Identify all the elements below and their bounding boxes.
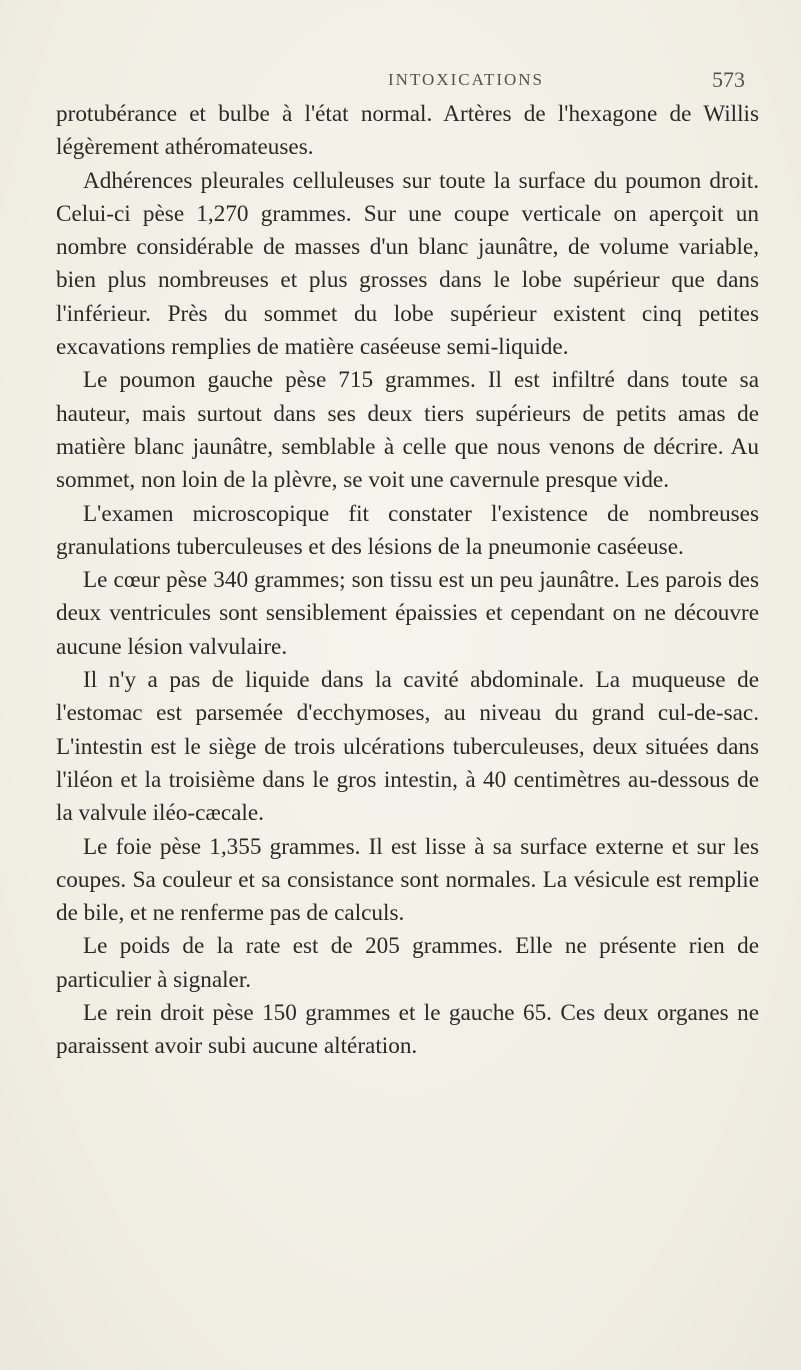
running-title: INTOXICATIONS xyxy=(388,70,545,89)
paragraph-spleen: Le poids de la rate est de 205 grammes. Elle ne présente rien de particulier à signaler. xyxy=(56,933,759,993)
paragraph-kidneys: Le rein droit pèse 150 grammes et le gauche 65. Ces deux organes ne paraissent avoir subi aucune altération. xyxy=(56,1000,759,1060)
paragraph-abdomen: Il n'y a pas de liquide dans la cavité abdominale. La muqueuse de l'estomac est parsemée d'ecchymoses, au niveau du grand cul-de-sac. L'intestin est le siège de trois ulcérations tuberculeuses, deux situées dans l'iléon et la troisième dans le gros intestin, à 40 centimètres au-dessous de la valvule iléo-cæcale. xyxy=(56,667,759,827)
paragraph-heart: Le cœur pèse 340 grammes; son tissu est un peu jaunâtre. Les parois des deux ventricules sont sensiblement épaissies et cependant on ne découvre aucune lésion valvulaire. xyxy=(56,567,759,660)
paragraph-microscopy: L'examen microscopique fit constater l'existence de nombreuses granulations tuberculeuses et des lésions de la pneumonie caséeuse. xyxy=(56,500,759,560)
paragraph-brain-arteries: protubérance et bulbe à l'état normal. Artères de l'hexagone de Willis légèrement athéromateuses. xyxy=(56,101,759,161)
body-text xyxy=(56,98,759,1064)
running-header xyxy=(0,67,801,100)
paragraph-liver: Le foie pèse 1,355 grammes. Il est lisse à sa surface externe et sur les coupes. Sa couleur et sa consistance sont normales. La vésicule est remplie de bile, et ne renferme pas de calculs. xyxy=(56,833,759,927)
paragraph-right-lung: Adhérences pleurales celluleuses sur toute la surface du poumon droit. Celui-ci pèse 1,270 grammes. Sur une coupe verticale on aperçoit un nombre considérable de masses d'un blanc jaunâtre, de volume variable, bien plus nombreuses et plus grosses dans le lobe supérieur que dans l'inférieur. Près du sommet du lobe supérieur existent cinq petites excavations remplies de matière caséeuse semi-liquide. xyxy=(56,167,759,361)
page-number: 573 xyxy=(712,67,745,92)
paragraph-left-lung: Le poumon gauche pèse 715 grammes. Il est infiltré dans toute sa hauteur, mais surtout dans ses deux tiers supérieurs de petits amas de matière blanc jaunâtre, semblable à celle que nous venons de décrire. Au sommet, non loin de la plèvre, se voit une cavernule presque vide. xyxy=(56,367,759,494)
